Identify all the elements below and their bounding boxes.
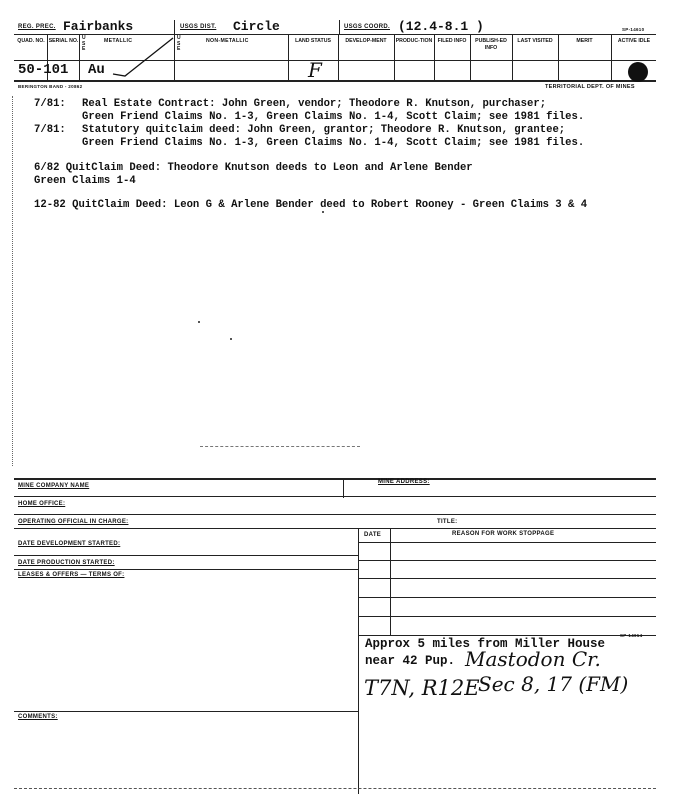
active-idle-label: ACTIVE IDLE — [617, 38, 651, 44]
last-visited-label: LAST VISITED — [517, 38, 553, 44]
non-metallic-label: NON-METALLIC — [206, 38, 249, 44]
reg-prec-label: REG. PREC. — [18, 24, 56, 30]
non-metallic-use-prefix: U S E — [177, 35, 181, 52]
section-hand: Sec 8, 17 (FM) — [478, 672, 629, 696]
home-office-label: HOME OFFICE: — [18, 501, 66, 507]
footer-top-line — [14, 478, 656, 480]
entry-2-line-2: Green Friend Claims No. 1-3, Green Claims No. 1-4, Scott Claim; see 1981 files. — [82, 137, 585, 149]
entry-1-date: 7/81: — [34, 98, 66, 110]
operating-official-label: OPERATING OFFICIAL IN CHARGE: — [18, 519, 129, 525]
metallic-use-prefix: U S E — [82, 35, 86, 52]
usgs-dist-value: Circle — [233, 19, 280, 34]
entry-3-line-2: Green Claims 1-4 — [34, 175, 136, 187]
merit-label: MERIT — [576, 38, 593, 44]
comments-label: COMMENTS: — [18, 714, 58, 720]
development-label: DEVELOP-MENT — [345, 38, 387, 44]
form-number: SP-14610 — [622, 27, 645, 32]
entry-2-date: 7/81: — [34, 124, 66, 136]
entry-1-line-2: Green Friend Claims No. 1-3, Green Claims No. 1-4, Scott Claim; see 1981 files. — [82, 111, 585, 123]
filed-info-label: FILED INFO — [437, 38, 467, 44]
metallic-stroke — [95, 36, 175, 80]
territorial-label: TERRITORIAL DEPT. OF MINES — [545, 84, 635, 90]
location-line-2-hand: Mastodon Cr. — [465, 647, 601, 671]
header-top-line — [14, 34, 656, 35]
location-line-2-typed: near 42 Pup. — [365, 654, 456, 668]
land-status-value: F — [308, 58, 322, 82]
footer-bottom-line — [14, 788, 656, 789]
serial-value: 50-101 — [18, 62, 69, 78]
usgs-coord-value: (12.4-8.1 ) — [398, 19, 484, 34]
entry-2-line-1: Statutory quitclaim deed: John Green, grantor; Theodore R. Knutson, grantee; — [82, 124, 566, 136]
mine-address-label: MINE ADDRESS: — [378, 479, 430, 485]
header-bottom-line — [14, 80, 656, 82]
location-line-1: Approx 5 miles from Miller House — [365, 637, 606, 651]
entry-4-line-1: 12-82 QuitClaim Deed: Leon G & Arlene Bender deed to Robert Rooney - Green Claims 3 & 4 — [34, 199, 588, 211]
quad-no-label: QUAD. NO. — [17, 38, 45, 44]
usgs-dist-label: USGS DIST. — [180, 24, 217, 30]
entry-1-line-1: Real Estate Contract: John Green, vendor; Theodore R. Knutson, purchaser; — [82, 98, 547, 110]
printer-note-2: 862 — [74, 84, 83, 89]
date-development-started-label: DATE DEVELOPMENT STARTED: — [18, 541, 121, 547]
serial-no-label: SERIAL NO. — [48, 38, 79, 44]
land-status-label: LAND STATUS — [295, 38, 331, 44]
date-col-label: DATE — [364, 532, 382, 538]
printer-note: BERINGTON BAND - 20 — [18, 84, 74, 89]
date-production-started-label: DATE PRODUCTION STARTED: — [18, 560, 115, 566]
metallic-value: Au — [88, 62, 105, 78]
reason-col-label: REASON FOR WORK STOPPAGE — [452, 531, 555, 537]
mine-company-name-label: MINE COMPANY NAME — [18, 483, 90, 489]
leases-offers-label: LEASES & OFFERS — TERMS OF: — [18, 572, 125, 578]
metallic-label: METALLIC — [104, 38, 133, 44]
title-label: TITLE: — [437, 519, 458, 525]
production-label: PRODUC-TION — [395, 38, 433, 44]
township-hand: T7N, R12E — [364, 676, 480, 700]
active-mark — [628, 62, 648, 82]
usgs-coord-label: USGS COORD. — [344, 24, 390, 30]
entry-3-line-1: 6/82 QuitClaim Deed: Theodore Knutson deeds to Leon and Arlene Bender — [34, 162, 473, 174]
published-info-label: PUBLISH-ED INFO — [475, 38, 507, 51]
form-number-2: SP-14614 — [620, 633, 643, 638]
reg-prec-value: Fairbanks — [63, 19, 134, 34]
